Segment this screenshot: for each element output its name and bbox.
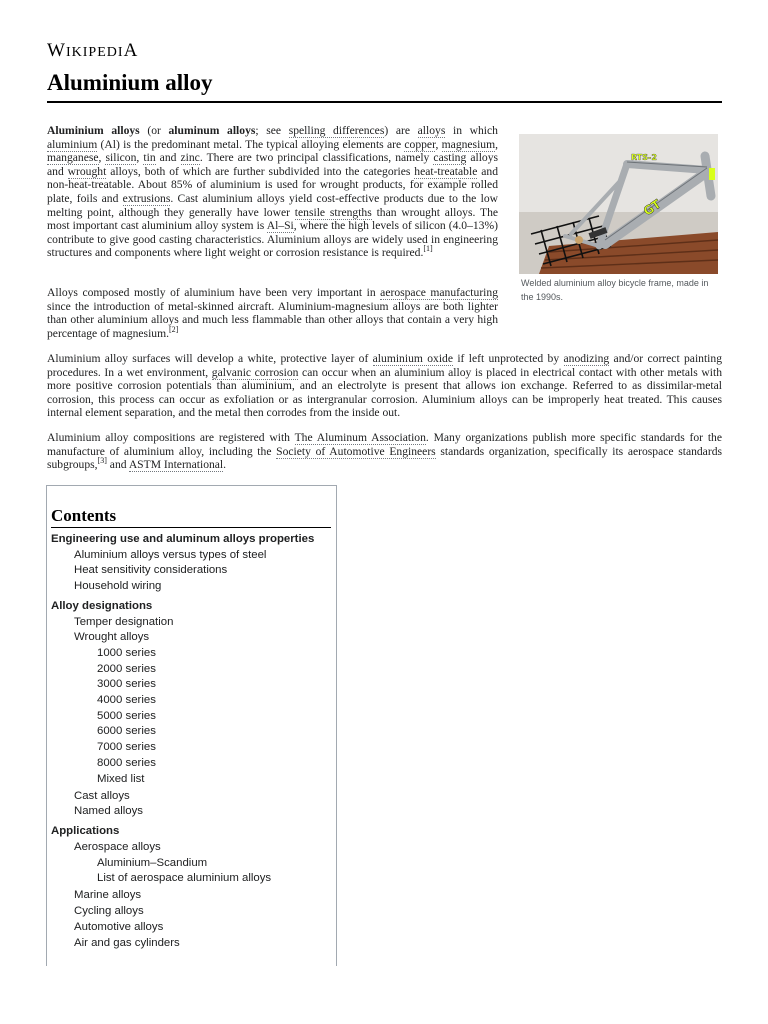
toc-item[interactable]: Automotive alloys: [74, 920, 164, 933]
intro-paragraph-3: Aluminium alloy surfaces will develop a white, protective layer of aluminium oxide if left unprotected by anodizing and/or correct painting procedures. In a wet environment, galvanic corrosion can occur when an aluminium alloy is placed in electrical contact with other metals with more positive corrosion potentials than aluminium, and an electrolyte is present that allows ion exchange. Referred to as dissimilar-metal corrosion, this process can occur as exfoliation or as intergranular corrosion. Aluminium alloys can be improperly heat treated. This causes internal element separation, and the metal then corrodes from the inside out.: [47, 352, 723, 420]
link-al-si[interactable]: Al–Si: [266, 219, 294, 233]
link-galvanic-corrosion[interactable]: galvanic corrosion: [211, 365, 299, 379]
toc-item[interactable]: Applications: [51, 825, 120, 838]
toc-item[interactable]: 4000 series: [97, 694, 156, 706]
toc-item[interactable]: 2000 series: [97, 662, 156, 675]
wordmark-text: WIKIPEDIA: [47, 40, 139, 61]
toc-item[interactable]: Cycling alloys: [74, 905, 144, 918]
link-society-of-automotive-engineers[interactable]: Society of Automotive Engineers: [276, 444, 436, 458]
svg-text:GT: GT: [640, 196, 664, 219]
toc-item[interactable]: Air and gas cylinders: [74, 936, 180, 949]
toc-item[interactable]: List of aerospace aluminium alloys: [97, 872, 272, 885]
toc-item[interactable]: Aluminium alloys versus types of steel: [74, 548, 267, 561]
toc-item[interactable]: Alloy designations: [51, 599, 153, 612]
link-spelling-differences[interactable]: spelling differences: [288, 124, 385, 137]
toc-title: Contents: [51, 506, 331, 528]
toc-item[interactable]: Engineering use and aluminum alloys properties: [51, 533, 315, 545]
link-casting[interactable]: casting: [433, 151, 467, 165]
link-tin[interactable]: tin: [143, 151, 156, 165]
toc-item[interactable]: 3000 series: [97, 678, 156, 691]
reference-2[interactable]: [2]: [169, 324, 179, 334]
toc-item[interactable]: 7000 series: [97, 741, 156, 754]
toc-item[interactable]: Marine alloys: [74, 889, 142, 902]
toc-item[interactable]: Mixed list: [97, 772, 145, 785]
toc-item[interactable]: 5000 series: [97, 709, 156, 722]
toc-item[interactable]: Aluminium–Scandium: [97, 856, 208, 869]
toc-item[interactable]: Temper designation: [74, 615, 174, 628]
link-aluminium[interactable]: aluminium: [47, 137, 98, 151]
link-aluminum-association[interactable]: The Aluminum Association: [294, 431, 426, 444]
bicycle-frame-photo[interactable]: [519, 134, 718, 274]
toc-item[interactable]: Named alloys: [74, 805, 144, 818]
link-manganese[interactable]: manganese: [47, 151, 99, 165]
link-anodizing[interactable]: anodizing: [563, 352, 610, 365]
bold-term-aluminium-alloys: Aluminium alloys: [47, 124, 140, 137]
figure-bicycle-frame: [519, 134, 718, 304]
toc-list: [47, 486, 336, 966]
link-aerospace-manufacturing[interactable]: aerospace manufacturing: [380, 286, 499, 299]
figure-caption: Welded aluminium alloy bicycle frame, made in the 1990s.: [521, 278, 709, 302]
toc-item[interactable]: Cast alloys: [74, 789, 130, 802]
link-aluminium-oxide[interactable]: aluminium oxide: [372, 352, 453, 365]
intro-paragraph-1: Aluminium alloys (or aluminum alloys; see spelling differences) are alloys in which aluminium (Al) is the predominant metal. The typical alloying elements are copper, magnesium, manganese, silicon, tin and zinc. There are two principal classifications, namely casting alloys and wrought alloys, both of which are further subdivided into the categories heat-treatable and non-heat-treatable. About 85% of aluminium is used for wrought products, for example rolled plate, foils and extrusions. Cast aluminium alloys yield cost-effective products due to the low melting point, although they generally have lower tensile strengths than wrought alloys. The most important cast aluminium alloy system is Al–Si, where the high levels of silicon (4.0–13%) contribute to give good casting characteristics. Aluminium alloys are widely used in engineering structures and components where light weight or corrosion resistance is required.[1]: [47, 124, 499, 260]
toc-item[interactable]: 8000 series: [97, 756, 156, 769]
link-wrought[interactable]: wrought: [67, 164, 107, 178]
link-zinc[interactable]: zinc: [180, 151, 200, 165]
toc-item[interactable]: Heat sensitivity considerations: [74, 564, 228, 577]
link-silicon[interactable]: silicon: [105, 151, 137, 165]
wikipedia-wordmark[interactable]: [47, 40, 138, 62]
bold-term-aluminum-alloys: aluminum alloys: [168, 124, 256, 137]
toc-item[interactable]: Wrought alloys: [74, 631, 150, 644]
link-copper[interactable]: copper: [404, 137, 436, 151]
toc-item[interactable]: Aerospace alloys: [74, 840, 161, 853]
link-astm-international[interactable]: ASTM International: [128, 458, 224, 472]
link-heat-treatable[interactable]: heat-treatable: [414, 164, 478, 178]
page-title: Aluminium alloy: [47, 70, 213, 95]
reference-3[interactable]: [3]: [97, 456, 107, 466]
link-extrusions[interactable]: extrusions: [122, 191, 171, 205]
svg-text:RTS-2: RTS-2: [631, 153, 657, 162]
title-divider: [47, 101, 722, 103]
toc-item[interactable]: 6000 series: [97, 725, 156, 738]
link-magnesium[interactable]: magnesium: [441, 137, 496, 151]
toc-item[interactable]: Household wiring: [74, 580, 162, 593]
toc-item[interactable]: 1000 series: [97, 646, 156, 659]
table-of-contents: [46, 485, 337, 966]
intro-paragraph-2: Alloys composed mostly of aluminium have been very important in aerospace manufacturing since the introduction of metal-skinned aircraft. Aluminium-magnesium alloys are both lighter than other aluminium alloys and much less flammable than other alloys that contain a very high percentage of magnesium.[2]: [47, 286, 499, 340]
link-alloys[interactable]: alloys: [417, 124, 446, 137]
link-tensile-strengths[interactable]: tensile strengths: [294, 205, 372, 219]
reference-1[interactable]: [1]: [423, 244, 433, 254]
intro-paragraph-4: Aluminium alloy compositions are registered with The Aluminum Association. Many organizations publish more specific standards for the manufacture of aluminium alloy, including the Society of Automotive Engineers standards organization, specifically its aerospace standards subgroups,[3] and ASTM International.: [47, 431, 722, 472]
